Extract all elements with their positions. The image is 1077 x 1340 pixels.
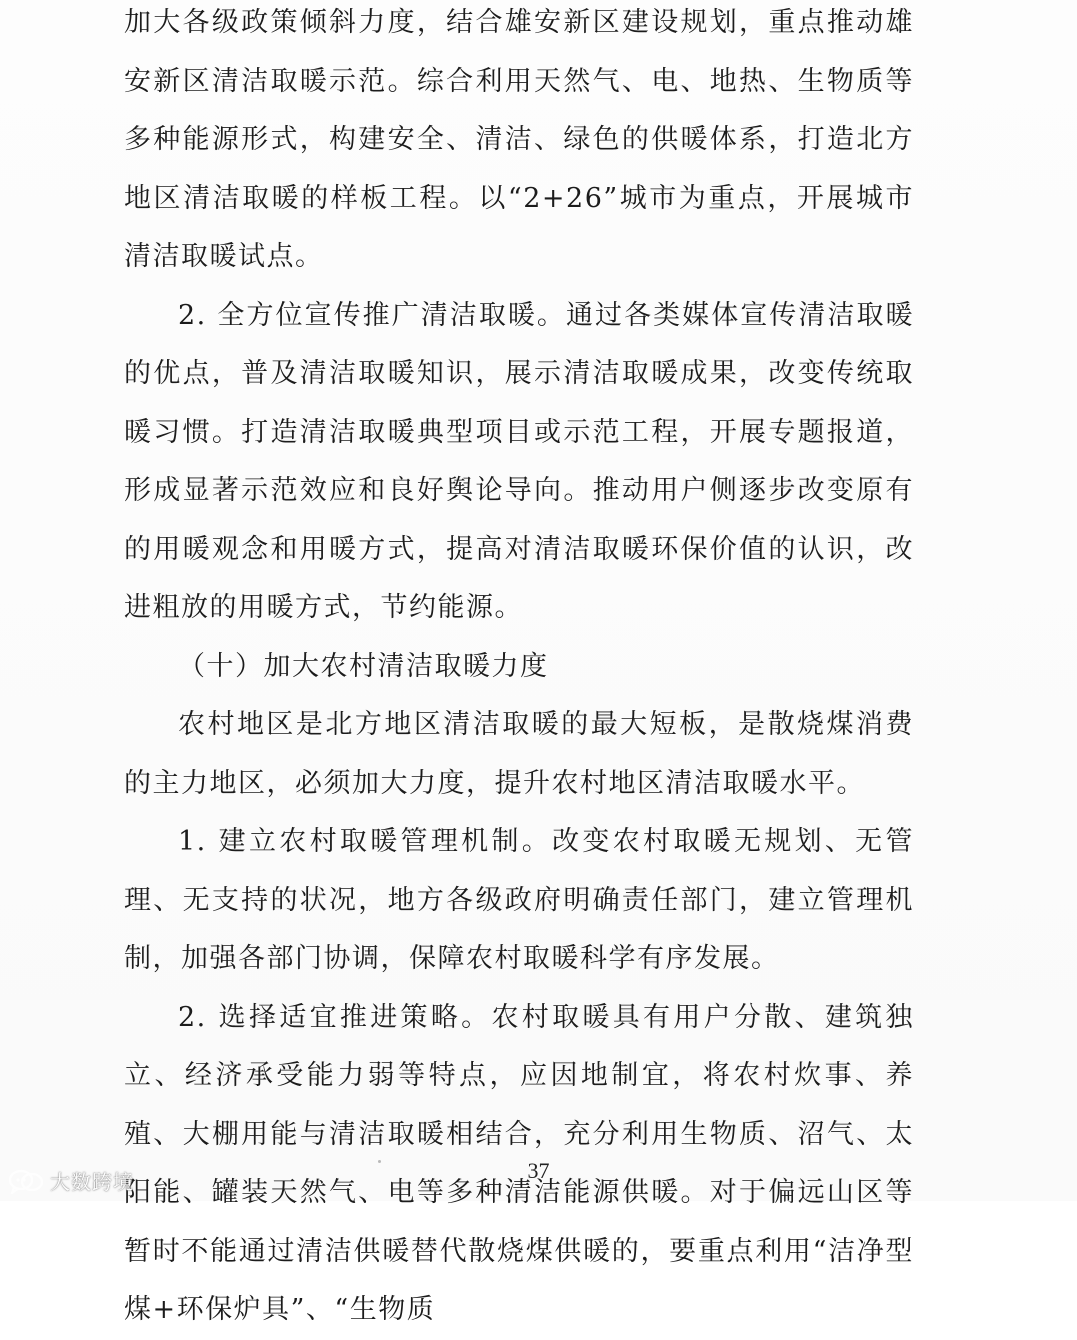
paragraph-2: 2. 全方位宣传推广清洁取暖。通过各类媒体宣传清洁取暖的优点，普及清洁取暖知识，展示清洁取暖成果，改变传统取暖习惯。打造清洁取暖典型项目或示范工程，开展专题报道，形成显著示范效应和良好舆论导向。推动用户侧逐步改变原有的用暖观念和用暖方式，提高对清洁取暖环保价值的认识，改进粗放的用暖方式，节约能源。 — [124, 299, 914, 623]
paragraph-4: 1. 建立农村取暖管理机制。改变农村取暖无规划、无管理、无支持的状况，地方各级政府明确责任部门，建立管理机制，加强各部门协调，保障农村取暖科学有序发展。 — [124, 826, 914, 974]
watermark — [8, 1166, 134, 1195]
paragraph-5: 2. 选择适宜推进策略。农村取暖具有用户分散、建筑独立、经济承受能力弱等特点，应因地制宜，将农村炊事、养殖、大棚用能与清洁取暖相结合，充分利用生物质、沼气、太阳能、罐装天然气、电等多种清洁能源供暖。对于偏远山区等暂时不能通过清洁供暖替代散烧煤供暖的，要重点利用“洁净型煤+环保炉具”、“生物质 — [124, 1001, 914, 1325]
document-body — [124, 0, 914, 1340]
watermark-text: 大数跨境 — [50, 1170, 134, 1194]
paragraph-3: 农村地区是北方地区清洁取暖的最大短板，是散烧煤消费的主力地区，必须加大力度，提升农村地区清洁取暖水平。 — [124, 709, 914, 799]
section-heading: （十）加大农村清洁取暖力度 — [178, 650, 549, 682]
paragraph-1: 加大各级政策倾斜力度，结合雄安新区建设规划，重点推动雄安新区清洁取暖示范。综合利用天然气、电、地热、生物质等多种能源形式，构建安全、清洁、绿色的供暖体系，打造北方地区清洁取暖的样板工程。以“2+26”城市为重点，开展城市清洁取暖试点。 — [124, 7, 914, 272]
page-number: 37 — [527, 1158, 550, 1183]
chat-bubble-logo-icon — [8, 1168, 46, 1194]
